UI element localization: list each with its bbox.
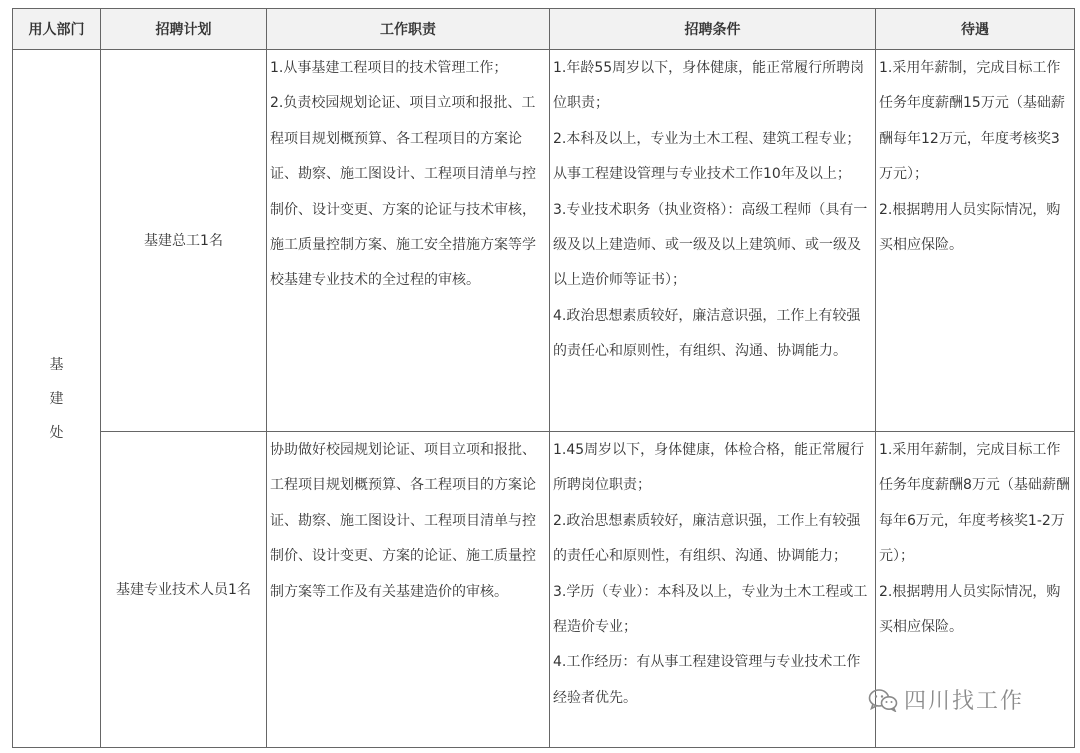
header-requirements: 招聘条件 bbox=[550, 9, 876, 50]
requirements-cell bbox=[550, 50, 876, 432]
watermark bbox=[868, 684, 1024, 715]
requirement-item: 3.专业技术职务（执业资格）：高级工程师（具有一级及以上建造师、或一级及以上建筑师、或一级及以上造价师等证书）； bbox=[553, 201, 868, 289]
requirement-item: 1.年龄55周岁以下，身体健康，能正常履行所聘岗位职责； bbox=[553, 60, 865, 112]
header-plan: 招聘计划 bbox=[101, 9, 267, 50]
department-cell bbox=[13, 50, 101, 748]
table-row bbox=[13, 50, 1075, 432]
department-char: 处 bbox=[49, 424, 64, 441]
requirement-item: 4.政治思想素质较好，廉洁意识强，工作上有较强的责任心和原则性，有组织、沟通、协调能力。 bbox=[553, 307, 861, 360]
benefit-item: 1.采用年薪制，完成目标工作任务年度薪酬8万元（基础薪酬每年6万元，年度考核奖1-2万元）； bbox=[879, 442, 1070, 565]
plan-cell: 基建专业技术人员1名 bbox=[101, 432, 267, 748]
benefit-item: 2.根据聘用人员实际情况，购买相应保险。 bbox=[879, 583, 1061, 636]
duty-item: 2.负责校园规划论证、项目立项和报批、工程项目规划概预算、各工程项目的方案论证、勘察、施工图设计、工程项目清单与控制价、设计变更、方案的论证与技术审核，施工质量控制方案、施工安全措施方案等学校基建专业技术的全过程的审核。 bbox=[270, 95, 536, 289]
wechat-icon bbox=[868, 688, 898, 712]
benefit-item: 1.采用年薪制，完成目标工作任务年度薪酬15万元（基础薪酬每年12万元，年度考核奖3万元）； bbox=[879, 60, 1065, 183]
table-header-row bbox=[13, 9, 1075, 50]
watermark-text: 四川找工作 bbox=[904, 689, 1025, 714]
requirement-item: 2.本科及以上，专业为土木工程、建筑工程专业；从事工程建设管理与专业技术工作10年及以上； bbox=[553, 130, 861, 183]
benefits-cell bbox=[876, 50, 1075, 432]
header-duties: 工作职责 bbox=[267, 9, 550, 50]
requirement-item: 3.学历（专业）：本科及以上，专业为土木工程或工程造价专业； bbox=[553, 583, 868, 636]
requirement-item: 4.工作经历：有从事工程建设管理与专业技术工作经验者优先。 bbox=[553, 654, 861, 706]
plan-cell: 基建总工1名 bbox=[101, 50, 267, 432]
requirements-cell bbox=[550, 432, 876, 748]
department-char: 基 bbox=[49, 356, 64, 373]
requirement-item: 2.政治思想素质较好，廉洁意识强，工作上有较强的责任心和原则性，有组织、沟通、协调能力； bbox=[553, 512, 861, 565]
benefit-item: 2.根据聘用人员实际情况，购买相应保险。 bbox=[879, 201, 1061, 254]
recruitment-table bbox=[12, 8, 1075, 748]
duties-cell bbox=[267, 432, 550, 748]
duty-item: 1.从事基建工程项目的技术管理工作； bbox=[270, 60, 508, 76]
header-department: 用人部门 bbox=[13, 9, 101, 50]
duties-cell bbox=[267, 50, 550, 432]
header-benefits: 待遇 bbox=[876, 9, 1075, 50]
duty-item: 协助做好校园规划论证、项目立项和报批、工程项目规划概预算、各工程项目的方案论证、勘察、施工图设计、工程项目清单与控制价、设计变更、方案的论证、施工质量控制方案等工作及有关基建造价的审核。 bbox=[270, 442, 536, 600]
department-char: 建 bbox=[49, 390, 64, 407]
requirement-item: 1.45周岁以下，身体健康，体检合格，能正常履行所聘岗位职责； bbox=[553, 442, 865, 494]
